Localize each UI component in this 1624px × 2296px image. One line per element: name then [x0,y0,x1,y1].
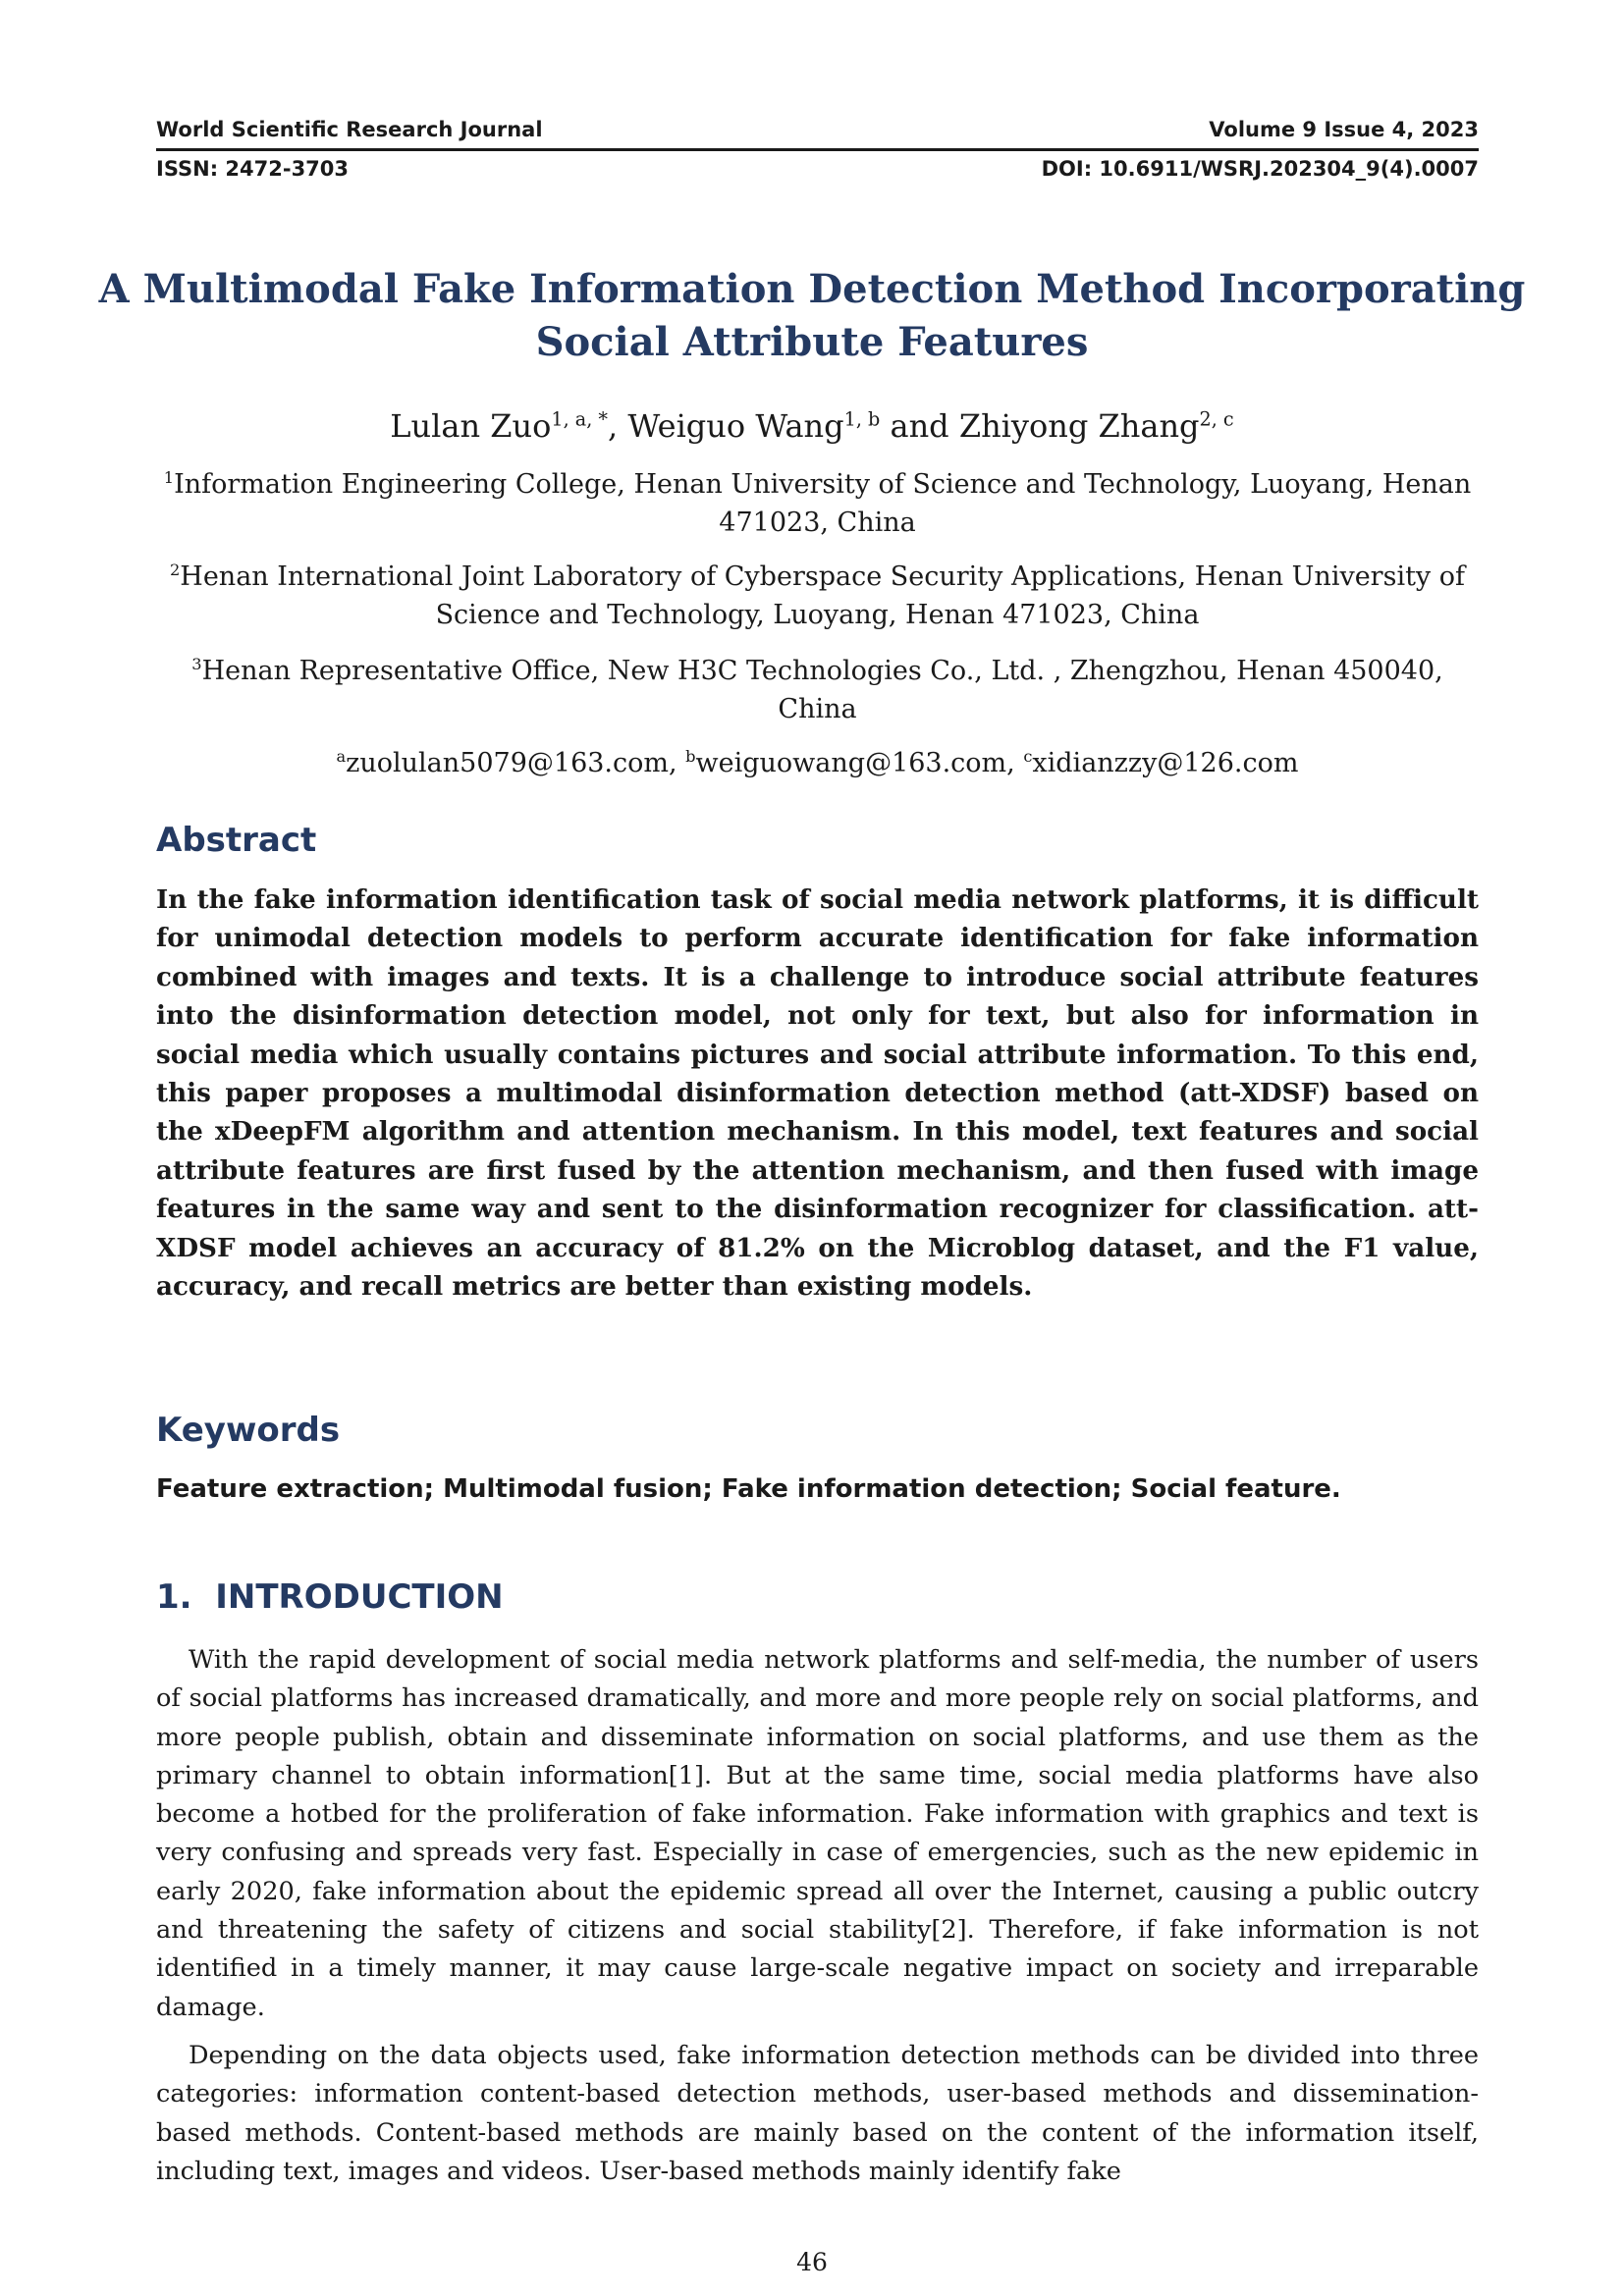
affiliation [156,465,1479,542]
affiliation-text: Henan Representative Office, New H3C Technologies Co., Ltd. , Zhengzhou, Henan 450040, China [201,656,1443,724]
body-paragraph: With the rapid development of social media network platforms and self-media, the number of users of social platforms has increased dramatically, and more and more people rely on social platforms, and more people publish, obtain and disseminate information on social platforms, and use them as the primary channel to obtain information[1]. But at the same time, social media platforms have also become a hotbed for the proliferation of fake information. Fake information with graphics and text is very confusing and spreads very fast. Especially in case of emergencies, such as the new epidemic in early 2020, fake information about the epidemic spread all over the Internet, causing a public outcry and threatening the safety of citizens and social stability[2]. Therefore, if fake information is not identified in a timely manner, it may cause large-scale negative impact on society and irreparable damage. [156,1645,1479,2022]
author-separator: , [608,407,628,445]
keywords-text: Feature extraction; Multimodal fusion; Fake information detection; Social feature. [156,1474,1341,1504]
email-marker: c [1023,747,1033,766]
running-header-bottom [156,157,1479,181]
author-list [98,404,1526,448]
abstract-text: In the fake information identification task of social media network platforms, it is difficult for unimodal detection models to perform accurate identification for fake information combined with images and texts. It is a challenge to introduce social attribute features into the disinformation detection model, not only for text, but also for information in social media which usually contains pictures and social attribute information. To this end, this paper proposes a multimodal disinformation detection method (att-XDSF) based on the xDeepFM algorithm and attention mechanism. In this model, text features and social attribute features are first fused by the attention mechanism, and then fused with image features in the same way and sent to the disinformation recognizer for classification. att-XDSF model achieves an accuracy of 81.2% on the Microblog dataset, and the F1 value, accuracy, and recall metrics are better than existing models. [156,884,1479,1303]
page-number: 46 [796,2248,828,2276]
affiliation-text: Information Engineering College, Henan University of Science and Technology, Luoyang, Henan 471023, China [174,469,1472,538]
author-marker: 2, c [1199,407,1234,431]
running-header-top [156,118,1479,141]
email-address: weiguowang@163.com, [695,748,1024,778]
affiliation [156,558,1479,634]
paper-title: A Multimodal Fake Information Detection Method Incorporating Social Attribute Features [98,266,1526,365]
abstract-heading: Abstract [156,821,317,860]
body-paragraph: Depending on the data objects used, fake information detection methods can be divided into three categories: information content-based detection methods, user-based methods and dissemination-based methods. Content-based methods are mainly based on the content of the information itself, including text, images and videos. User-based methods mainly identify fake [156,2041,1479,2186]
email-list [156,744,1479,782]
email-address: xidianzzy@126.com [1032,748,1299,778]
affiliation-marker: 1 [163,468,175,487]
issn: ISSN: 2472-3703 [156,157,350,181]
journal-name: World Scientific Research Journal [156,118,543,141]
author-marker: 1, b [843,407,881,431]
author-name: Zhiyong Zhang [958,407,1200,445]
author-name: Lulan Zuo [390,407,552,445]
author-marker: 1, a, * [551,407,608,431]
doi: DOI: 10.6911/WSRJ.202304_9(4).0007 [1041,157,1479,181]
email-marker: a [336,747,347,766]
volume-issue: Volume 9 Issue 4, 2023 [1209,118,1479,141]
keywords-heading: Keywords [156,1411,341,1450]
affiliation-marker: 3 [191,655,202,673]
introduction-heading: 1. INTRODUCTION [156,1577,504,1617]
affiliation-text: Henan International Joint Laboratory of Cyberspace Security Applications, Henan University of Science and Technology, Luoyang, Henan 471023, China [180,561,1466,630]
email-marker: b [685,747,696,766]
author-name: Weiguo Wang [627,407,844,445]
email-address: zuolulan5079@163.com, [346,748,686,778]
header-rule [156,148,1479,151]
author-separator: and [880,407,959,445]
affiliation [156,652,1479,728]
affiliation-marker: 2 [169,561,181,579]
